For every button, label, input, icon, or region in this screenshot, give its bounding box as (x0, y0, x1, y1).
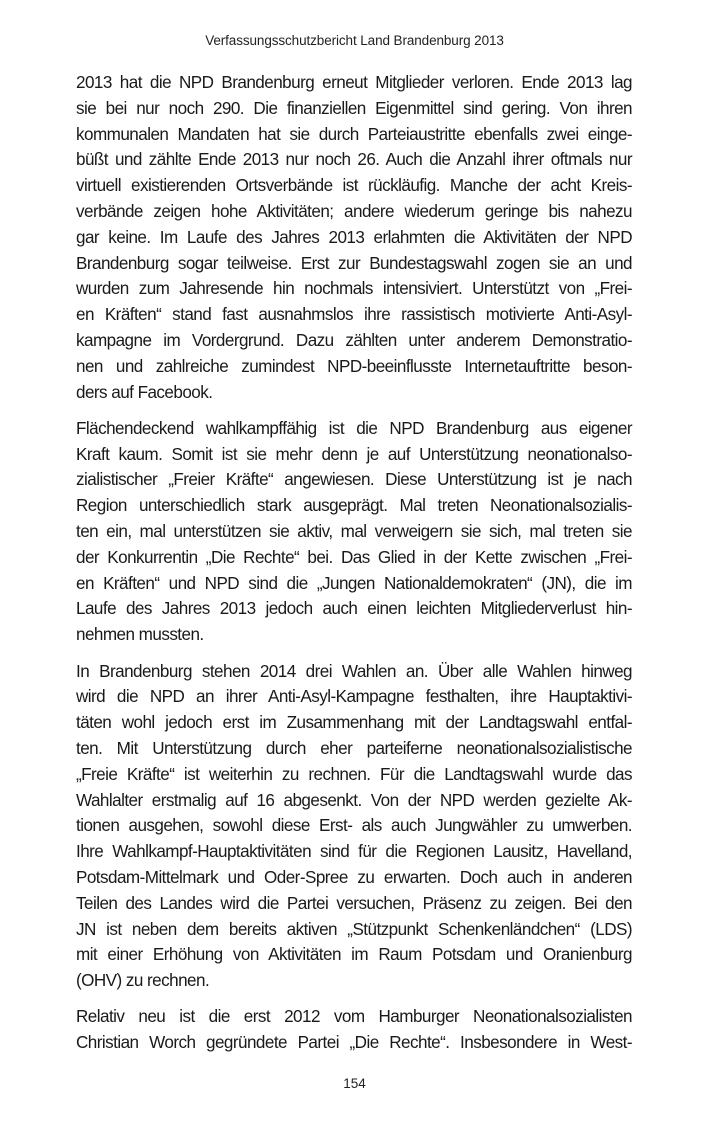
text-line: Flächendeckend wahlkampffähig ist die NPD Brandenburg aus eigener (76, 418, 632, 438)
paragraph (76, 70, 632, 405)
page-number: 154 (343, 1076, 366, 1091)
text-line: en Kräften“ stand fast ausnahmslos ihre rassistisch motivierte Anti-Asyl- (76, 305, 632, 325)
text-line: sie bei nur noch 290. Die finanziellen Eigenmittel sind gering. Von ihren (76, 98, 632, 118)
text-line: der Konkurrentin „Die Rechte“ bei. Das Glied in der Kette zwischen „Frei- (76, 547, 632, 567)
text-line: zialistischer „Freier Kräfte“ angewiesen. Diese Unterstützung ist je nach (76, 470, 632, 490)
body-text (76, 70, 632, 1066)
text-line: gar keine. Im Laufe des Jahres 2013 erlahmten die Aktivitäten der NPD (76, 227, 632, 247)
text-line: kampagne im Vordergrund. Dazu zählten unter anderem Demonstratio- (76, 330, 632, 350)
text-line: Relativ neu ist die erst 2012 vom Hamburger Neonationalsozialisten (76, 1007, 632, 1027)
text-line: „Freie Kräfte“ ist weiterhin zu rechnen. Für die Landtagswahl wurde das (76, 764, 632, 784)
text-line: Region unterschiedlich stark ausgeprägt. Mal treten Neonationalsozialis- (76, 496, 632, 516)
text-line: wird die NPD an ihrer Anti-Asyl-Kampagne festhalten, ihre Hauptaktivi- (76, 687, 632, 707)
paragraph (76, 659, 632, 994)
text-line: Kraft kaum. Somit ist sie mehr denn je auf Unterstützung neonationalso- (76, 444, 632, 464)
text-line: wurden zum Jahresende hin nochmals intensiviert. Unterstützt von „Frei- (76, 279, 632, 299)
text-line: en Kräften“ und NPD sind die „Jungen Nationaldemokraten“ (JN), die im (76, 573, 632, 593)
text-line: 2013 hat die NPD Brandenburg erneut Mitglieder verloren. Ende 2013 lag (76, 73, 632, 92)
paragraph (76, 416, 632, 648)
text-line: ten. Mit Unterstützung durch eher parteiferne neonationalsozialistische (76, 738, 632, 758)
text-line: kommunalen Mandaten hat sie durch Parteiaustritte ebenfalls zwei einge- (76, 124, 632, 144)
text-line: Brandenburg sogar teilweise. Erst zur Bundestagswahl zogen sie an und (76, 253, 632, 273)
text-line: büßt und zählte Ende 2013 nur noch 26. Auch die Anzahl ihrer oftmals nur (76, 150, 632, 170)
text-line: Wahlalter erstmalig auf 16 abgesenkt. Von der NPD werden gezielte Ak- (76, 790, 632, 810)
text-line: Teilen des Landes wird die Partei versuchen, Präsenz zu zeigen. Bei den (76, 893, 632, 913)
text-line: Ihre Wahlkampf-Hauptaktivitäten sind für die Regionen Lausitz, Havelland, (76, 842, 632, 862)
text-line: ten ein, mal unterstützen sie aktiv, mal verweigern sie sich, mal treten sie (76, 522, 632, 542)
text-line: virtuell existierenden Ortsverbände ist rückläufig. Manche der acht Kreis- (76, 176, 632, 196)
text-line: JN ist neben dem bereits aktiven „Stützpunkt Schenkenländchen“ (LDS) (76, 919, 632, 939)
text-line: In Brandenburg stehen 2014 drei Wahlen an. Über alle Wahlen hinweg (76, 661, 632, 681)
running-header: Verfassungsschutzbericht Land Brandenburg 2013 (205, 33, 504, 48)
text-line: mit einer Erhöhung von Aktivitäten im Raum Potsdam und Oranienburg (76, 945, 632, 965)
text-line: nehmen mussten. (76, 625, 204, 645)
text-line: Laufe des Jahres 2013 jedoch auch einen leichten Mitgliederverlust hin- (76, 599, 632, 619)
text-line: Potsdam-Mittelmark und Oder-Spree zu erwarten. Doch auch in anderen (76, 867, 632, 887)
text-line: ders auf Facebook. (76, 382, 213, 402)
text-line: Christian Worch gegründete Partei „Die Rechte“. Insbesondere in West- (76, 1033, 632, 1053)
text-line: verbände zeigen hohe Aktivitäten; andere wiederum geringe bis nahezu (76, 201, 632, 221)
text-line: täten wohl jedoch erst im Zusammenhang mit der Landtagswahl entfal- (76, 713, 632, 733)
paragraph (76, 1004, 632, 1056)
text-line: (OHV) zu rechnen. (76, 971, 210, 991)
text-line: nen und zahlreiche zumindest NPD-beeinflusste Internetauftritte beson- (76, 356, 632, 376)
text-line: tionen ausgehen, sowohl diese Erst- als auch Jungwähler zu umwerben. (76, 816, 632, 836)
